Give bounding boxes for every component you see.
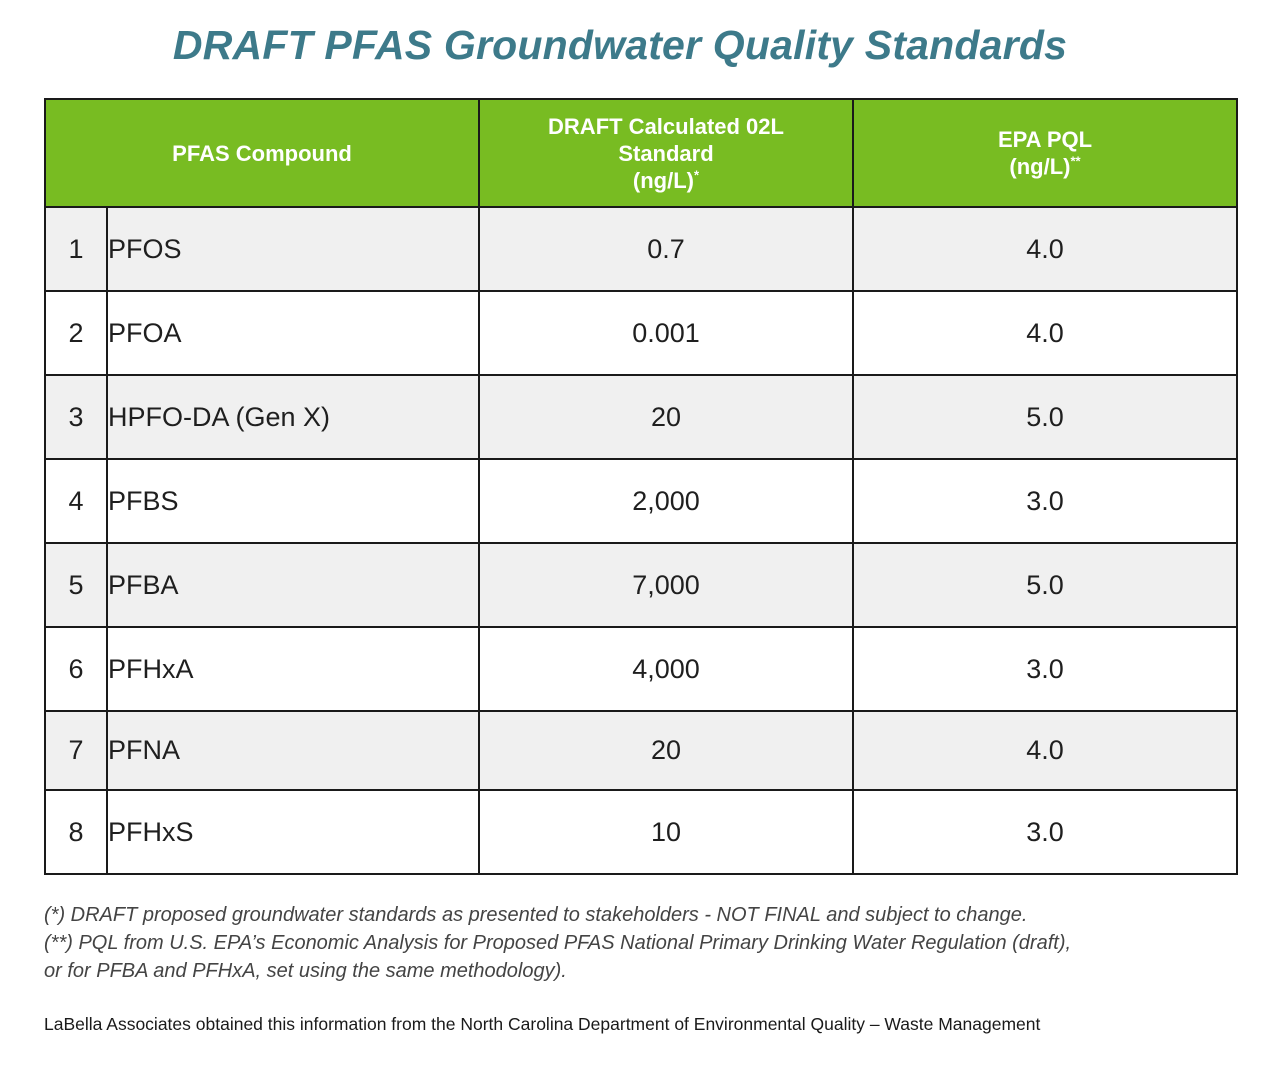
footnotes xyxy=(44,901,1254,985)
pql-value: 4.0 xyxy=(853,291,1237,375)
standard-value: 2,000 xyxy=(479,459,853,543)
compound-name: PFBA xyxy=(107,543,479,627)
header-pql-line1: EPA PQL xyxy=(997,127,1093,152)
footnote-pql-continued: or for PFBA and PFHxA, set using the same methodology). xyxy=(44,960,567,982)
header-standard xyxy=(479,99,853,207)
footnote-pql: (**) PQL from U.S. EPA’s Economic Analysis for Proposed PFAS National Primary Drinking Water Regulation (draft), xyxy=(44,932,1072,954)
row-number: 5 xyxy=(45,543,107,627)
pql-value: 5.0 xyxy=(853,543,1237,627)
header-standard-line3: (ng/L) xyxy=(632,167,695,193)
row-number: 2 xyxy=(45,291,107,375)
compound-name: PFBS xyxy=(107,459,479,543)
pfas-standards-table xyxy=(44,98,1238,875)
compound-name: PFHxS xyxy=(107,790,479,874)
pql-value: 4.0 xyxy=(853,207,1237,291)
pql-value: 4.0 xyxy=(853,711,1237,790)
row-number: 1 xyxy=(45,207,107,291)
pql-value: 3.0 xyxy=(853,790,1237,874)
compound-name: HPFO-DA (Gen X) xyxy=(107,375,479,459)
source-attribution: LaBella Associates obtained this information from the North Carolina Department of Environmental Quality – Waste Management xyxy=(44,1014,1041,1034)
compound-name: PFHxA xyxy=(107,627,479,711)
header-pql-footnote-mark: ** xyxy=(1070,153,1081,169)
compound-name: PFOA xyxy=(107,291,479,375)
row-number: 7 xyxy=(45,711,107,790)
header-compound xyxy=(45,99,479,207)
row-number: 8 xyxy=(45,790,107,874)
table-row xyxy=(45,459,1237,543)
header-standard-line2: Standard xyxy=(618,140,714,166)
standard-value: 7,000 xyxy=(479,543,853,627)
standard-value: 0.001 xyxy=(479,291,853,375)
pql-value: 3.0 xyxy=(853,459,1237,543)
table-row xyxy=(45,711,1237,790)
header-compound-label: PFAS Compound xyxy=(172,140,352,166)
table-row xyxy=(45,543,1237,627)
header-pql xyxy=(853,99,1237,207)
page-title: DRAFT PFAS Groundwater Quality Standards xyxy=(172,22,1068,68)
row-number: 4 xyxy=(45,459,107,543)
compound-name: PFNA xyxy=(107,711,479,790)
row-number: 6 xyxy=(45,627,107,711)
table-row xyxy=(45,207,1237,291)
pql-value: 5.0 xyxy=(853,375,1237,459)
table-row xyxy=(45,790,1237,874)
standard-value: 10 xyxy=(479,790,853,874)
table-row xyxy=(45,291,1237,375)
compound-name: PFOS xyxy=(107,207,479,291)
row-number: 3 xyxy=(45,375,107,459)
table-header-row xyxy=(45,99,1237,207)
table-row xyxy=(45,627,1237,711)
pql-value: 3.0 xyxy=(853,627,1237,711)
standard-value: 4,000 xyxy=(479,627,853,711)
header-standard-footnote-mark: * xyxy=(694,167,700,183)
standard-value: 20 xyxy=(479,711,853,790)
standard-value: 0.7 xyxy=(479,207,853,291)
header-pql-line2: (ng/L) xyxy=(1009,154,1071,179)
table-row xyxy=(45,375,1237,459)
footnote-standard: (*) DRAFT proposed groundwater standards as presented to stakeholders - NOT FINAL and subject to change. xyxy=(44,904,1028,926)
header-standard-line1: DRAFT Calculated 02L xyxy=(548,113,784,139)
standard-value: 20 xyxy=(479,375,853,459)
